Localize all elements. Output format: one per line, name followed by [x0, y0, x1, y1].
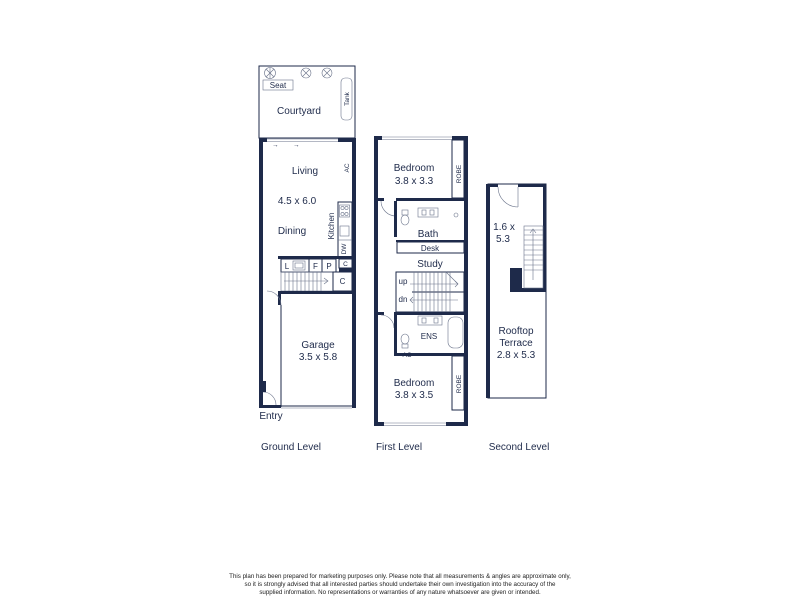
- ground-wall-top-right: [338, 138, 356, 142]
- bedroom-top-label: Bedroom: [393, 163, 435, 174]
- toilet-icon: [401, 334, 409, 348]
- void-dims-line1: 1.6 x: [493, 222, 515, 233]
- stairs-second: [524, 226, 543, 288]
- bathtub-icon: [448, 317, 463, 348]
- ground-wall-left: [259, 138, 263, 408]
- plant-icon: [322, 68, 332, 78]
- pantry-label: P: [326, 262, 332, 271]
- ground-level-plan: [259, 66, 356, 422]
- ac-label: AC: [344, 163, 351, 173]
- kitchen-label: Kitchen: [327, 212, 336, 240]
- courtyard-label: Courtyard: [277, 106, 321, 117]
- first-wall-right: [464, 136, 468, 426]
- plant-icon: [301, 68, 311, 78]
- bedroom-top-dims: 3.8 x 3.3: [394, 176, 434, 187]
- stairs-ground: [281, 272, 333, 291]
- bedroom-bottom-dims: 3.8 x 3.5: [394, 390, 434, 401]
- study-label: Study: [417, 259, 443, 270]
- terrace-label-line2: Terrace: [499, 338, 533, 349]
- tank-label: Tank: [344, 92, 351, 106]
- disclaimer-line-3: supplied information. No representations or warranties of any nature whatsoever are given or intended.: [259, 589, 541, 596]
- cupboard-label-small: C: [343, 261, 348, 268]
- ground-level-label: Ground Level: [260, 442, 322, 453]
- ensuite-label: ENS: [420, 332, 438, 341]
- toilet-icon: [401, 210, 409, 225]
- shower-icon: [454, 213, 458, 217]
- dw-label: DW: [341, 243, 348, 255]
- desk-label: Desk: [420, 244, 440, 253]
- door-swing: [498, 187, 518, 207]
- disclaimer-line-2: so it is strongly advised that all interested parties should undertake their own investigation into the accuracy of the: [244, 581, 556, 588]
- entry-door-swing: [263, 392, 276, 405]
- entry-label: Entry: [259, 411, 283, 422]
- terrace-label-line1: Rooftop: [498, 326, 534, 337]
- plant-icon: [265, 68, 276, 79]
- garage-wall: [278, 291, 356, 294]
- laundry-label: L: [284, 262, 290, 271]
- arrow-icon: →: [293, 142, 300, 149]
- stairs-up-label: up: [398, 277, 408, 286]
- bedroom-bottom-label: Bedroom: [393, 378, 435, 389]
- dining-label: Dining: [277, 226, 307, 237]
- door-swing: [381, 315, 394, 328]
- first-wall-left: [374, 136, 378, 426]
- vanity-icon: [418, 208, 438, 217]
- bath-label: Bath: [417, 229, 439, 240]
- robe-bottom-label: ROBE: [456, 374, 463, 394]
- garage-label: Garage: [301, 340, 335, 351]
- arrow-icon: →: [272, 142, 279, 149]
- cooktop-icon: [340, 205, 350, 217]
- disclaimer-line-1: This plan has been prepared for marketing purposes only. Please note that all measurements & angles are approximate only,: [229, 573, 571, 580]
- sink-icon: [340, 226, 349, 236]
- vanity-icon: [418, 316, 442, 325]
- robe-top-label: ROBE: [456, 164, 463, 184]
- ground-wall-top-left: [259, 138, 267, 142]
- disclaimer: [150, 573, 650, 597]
- seat-label: Seat: [269, 81, 287, 90]
- first-level-label: First Level: [375, 442, 423, 453]
- living-dims: 4.5 x 6.0: [277, 196, 317, 207]
- garage-dims: 3.5 x 5.8: [298, 352, 338, 363]
- terrace-dims: 2.8 x 5.3: [496, 350, 536, 361]
- first-level-plan: [374, 136, 468, 426]
- void-dims-line2: 5.3: [496, 234, 510, 245]
- second-level-plan: [486, 184, 546, 398]
- second-level-label: Second Level: [488, 442, 550, 453]
- door-swing: [381, 201, 396, 216]
- cupboard-label: C: [339, 277, 346, 286]
- fridge-label: F: [313, 262, 318, 271]
- stairs-down-label: dn: [398, 295, 408, 304]
- ground-wall-right: [352, 138, 356, 408]
- living-label: Living: [291, 166, 319, 177]
